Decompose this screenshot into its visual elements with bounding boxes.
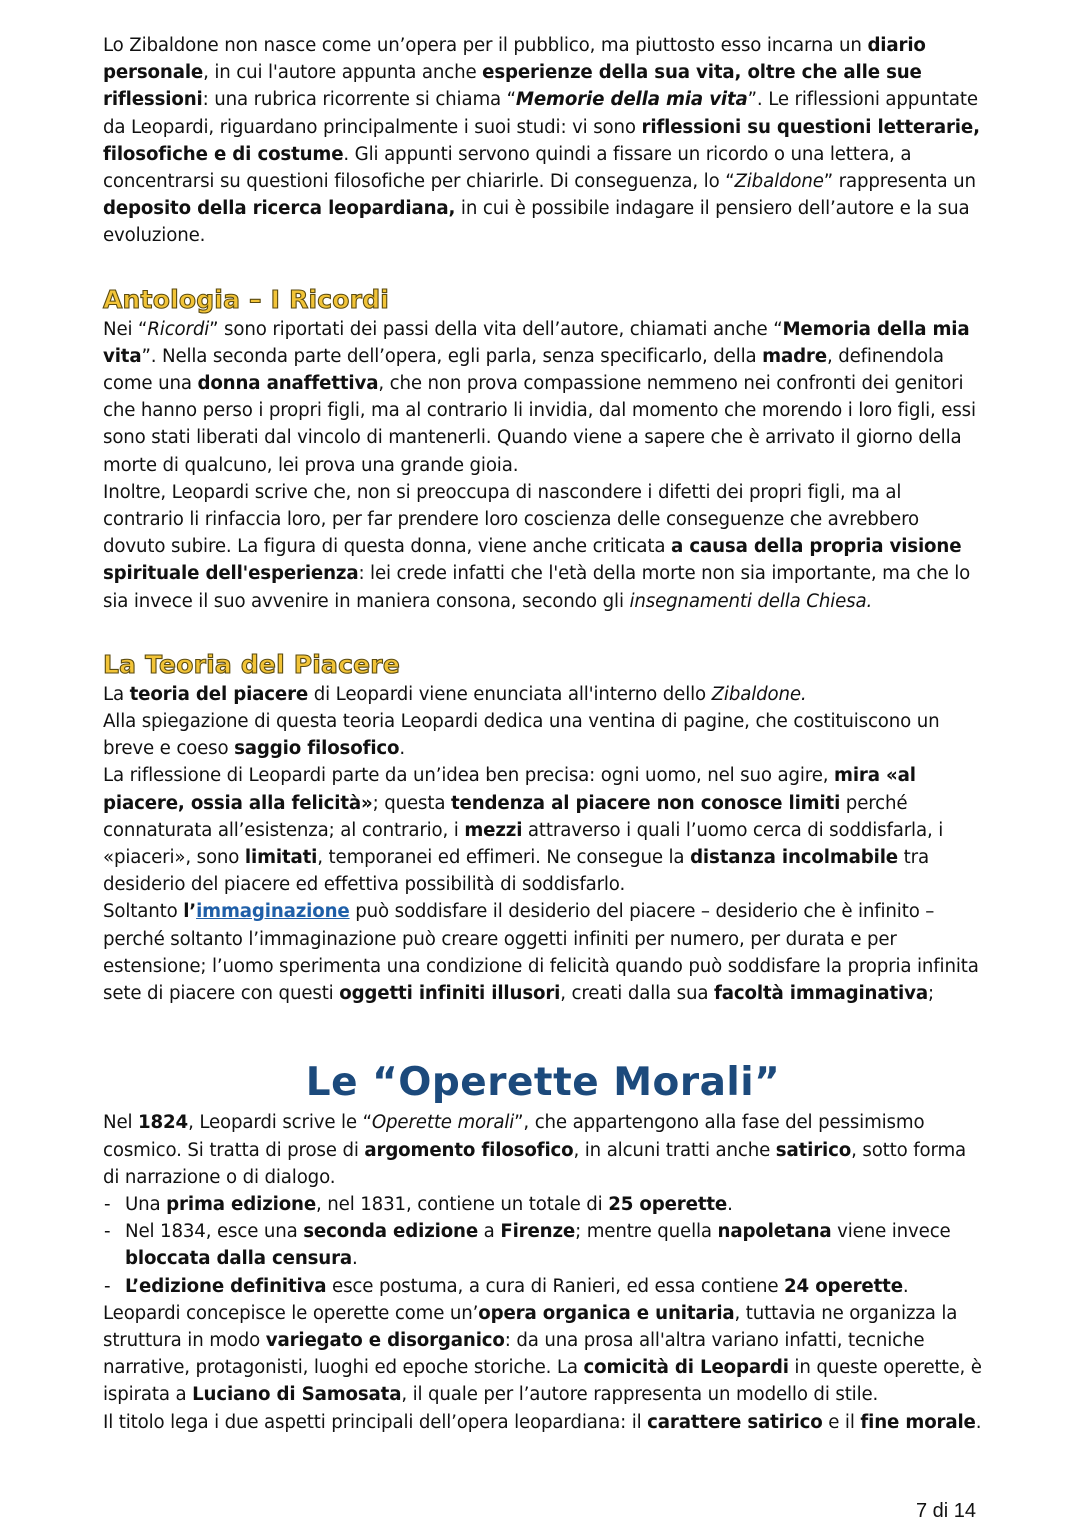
piacere-paragraph-2: Alla spiegazione di questa teoria Leopardi dedica una ventina di pagine, che costituiscono un breve e coeso saggio filosofico. (103, 711, 940, 760)
operette-paragraph-3: Il titolo lega i due aspetti principali dell’opera leopardiana: il carattere satirico e il fine morale. (103, 1411, 982, 1433)
piacere-paragraph-3: La riflessione di Leopardi parte da un’idea ben precisa: ogni uomo, nel suo agire, mira «al piacere, ossia alla felicità»; questa tendenza al piacere non conosce limiti perché connaturata all’esistenza; al contrario, i mezzi attraverso i quali l’uomo cerca di soddisfarla, i «piaceri», sono limitati, temporanei ed effimeri. Ne consegue la distanza incolmabile tra desiderio del piacere ed effettiva possibilità di soddisfarlo. (103, 765, 944, 896)
operette-paragraph-1: Nel 1824, Leopardi scrive le “Operette morali”, che appartengono alla fase del pessimismo cosmico. Si tratta di prose di argomento filosofico, in alcuni tratti anche satirico, sotto forma di narrazione o di dialogo. (103, 1112, 967, 1188)
ricordi-paragraph-1: Nei “Ricordi” sono riportati dei passi della vita dell’autore, chiamati anche “Memoria della mia vita”. Nella seconda parte dell’opera, egli parla, senza specificarlo, della madre, definendola come una donna anaffettiva, che non prova compassione nemmeno nei confronti dei genitori che hanno perso i propri figli, ma al contrario li invidia, dal momento che morendo i loro figli, essi sono stati liberati dal vincolo di mantenerli. Quando viene a sapere che è arrivato il giorno della morte di qualcuno, lei prova una grande gioia. (103, 318, 976, 476)
ricordi-paragraph-2: Inoltre, Leopardi scrive che, non si preoccupa di nascondere i difetti dei propri figli, ma al contrario li rinfaccia loro, per far prendere loro coscienza delle conseguenze che avrebbero dovuto subire. La figura di questa donna, viene anche criticata a causa della propria visione spirituale dell'esperienza: lei crede infatti che l'età della morte non sia importante, ma che lo sia invece il suo avvenire in maniera consona, secondo gli insegnamenti della Chiesa. (103, 481, 971, 612)
intro-paragraph: Lo Zibaldone non nasce come un’opera per il pubblico, ma piuttosto esso incarna un diario personale, in cui l'autore appunta anche esperienze della sua vita, oltre che alle sue riflessioni: una rubrica ricorrente si chiama “Memorie della mia vita”. Le riflessioni appuntate da Leopardi, riguardano principalmente i suoi studi: vi sono riflessioni su questioni letterarie, filosofiche e di costume. Gli appunti servono quindi a fissare un ricordo o una lettera, a concentrarsi su questioni filosofiche per chiarirle. Di conseguenza, lo “Zibaldone” rappresenta un deposito della ricerca leopardiana, in cui è possibile indagare il pensiero dell’autore e la sua evoluzione. (103, 35, 980, 247)
piacere-paragraph-1: La teoria del piacere di Leopardi viene enunciata all'interno dello Zibaldone. (103, 683, 807, 705)
page-number: 7 di 14 (915, 1500, 976, 1522)
ricordi-heading: Antologia – I Ricordi (103, 284, 390, 314)
list-item: - Una prima edizione, nel 1831, contiene un totale di 25 operette. (103, 1191, 983, 1218)
list-item: - Nel 1834, esce una seconda edizione a Firenze; mentre quella napoletana viene invece bloccata dalla censura. (103, 1218, 983, 1272)
piacere-paragraph-4: Soltanto l’immaginazione può soddisfare il desiderio del piacere – desiderio che è infinito – perché soltanto l’immaginazione può creare oggetti infiniti per numero, per durata e per estensione; l’uomo sperimenta una condizione di felicità quando può soddisfare la propria infinita sete di piacere con questi oggetti infiniti illusori, creati dalla sua facoltà immaginativa; (103, 901, 979, 1005)
immaginazione-link[interactable]: immaginazione (196, 901, 350, 923)
document-page (103, 32, 983, 1436)
editions-list (103, 1191, 983, 1300)
piacere-heading: La Teoria del Piacere (103, 649, 400, 679)
operette-heading: Le “Operette Morali” (305, 1060, 781, 1106)
operette-paragraph-2: Leopardi concepisce le operette come un’opera organica e unitaria, tuttavia ne organizza la struttura in modo variegato e disorganico: da una prosa all'altra variano infatti, tecniche narrative, protagonisti, luoghi ed epoche storiche. La comicità di Leopardi in queste operette, è ispirata a Luciano di Samosata, il quale per l’autore rappresenta un modello di stile. (103, 1302, 982, 1406)
list-item: - L’edizione definitiva esce postuma, a cura di Ranieri, ed essa contiene 24 operette. (103, 1273, 983, 1300)
